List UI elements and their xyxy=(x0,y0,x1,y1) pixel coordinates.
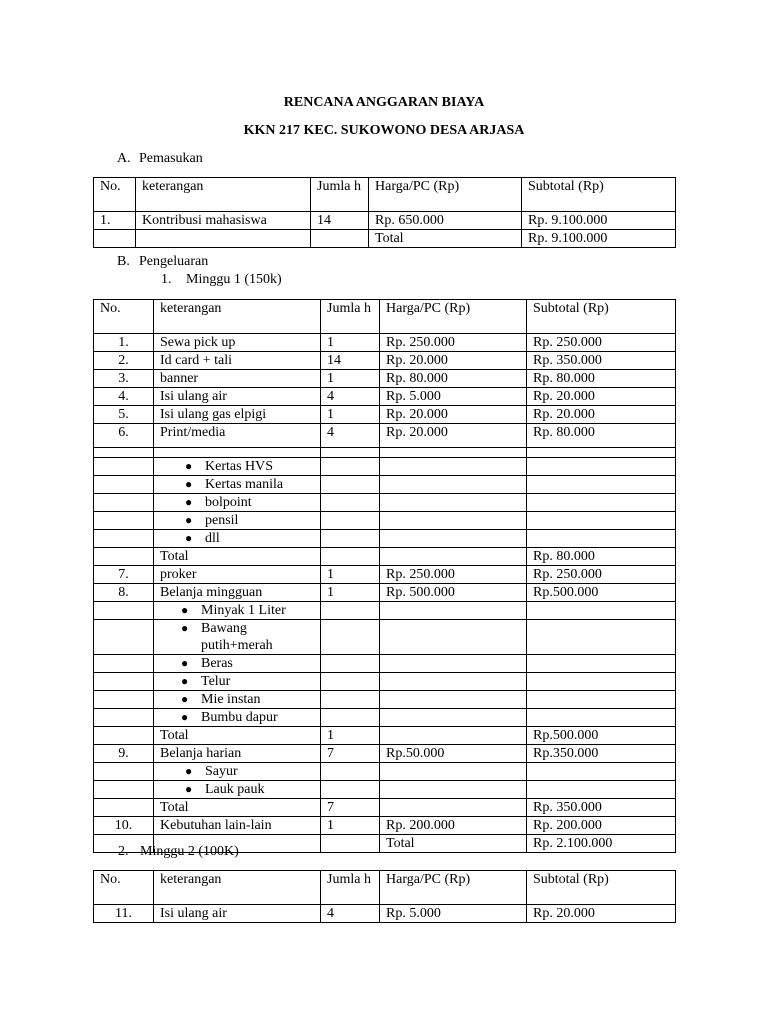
description-cell xyxy=(154,620,321,655)
no-cell xyxy=(94,799,154,817)
bullet-icon: ● xyxy=(185,477,193,491)
subtotal-cell xyxy=(527,673,676,691)
description-cell xyxy=(154,763,321,781)
price-cell xyxy=(380,494,527,512)
price-cell xyxy=(380,620,527,655)
bullet-icon: ● xyxy=(185,782,193,796)
price-cell: Rp. 250.000 xyxy=(380,334,527,352)
description-cell xyxy=(154,691,321,709)
quantity-cell: 7 xyxy=(321,745,380,763)
bullet-icon: ● xyxy=(181,603,189,617)
section-b-heading xyxy=(117,253,208,270)
table-row xyxy=(94,673,676,691)
quantity-cell: 1 xyxy=(321,727,380,745)
no-cell: 11. xyxy=(94,905,154,923)
table-row xyxy=(94,763,676,781)
price-cell xyxy=(380,799,527,817)
price-cell: Total xyxy=(380,835,527,853)
table-row xyxy=(94,388,676,406)
no-cell: 4. xyxy=(94,388,154,406)
price-cell xyxy=(380,673,527,691)
no-cell xyxy=(94,530,154,548)
subtotal-cell xyxy=(527,530,676,548)
subtotal-cell: Rp.500.000 xyxy=(527,727,676,745)
column-header: keterangan xyxy=(154,300,321,334)
no-cell: 10. xyxy=(94,817,154,835)
description-cell: Belanja harian xyxy=(154,745,321,763)
table-row xyxy=(94,334,676,352)
week2-expense-table xyxy=(93,870,676,923)
description-cell: Total xyxy=(154,799,321,817)
quantity-cell: 1 xyxy=(321,566,380,584)
description-cell xyxy=(154,673,321,691)
income-table xyxy=(93,177,676,248)
price-cell xyxy=(380,781,527,799)
description-cell xyxy=(154,512,321,530)
price-cell xyxy=(380,655,527,673)
bullet-item-text: Kertas manila xyxy=(205,477,284,492)
bullet-item-text: Kertas HVS xyxy=(205,459,274,474)
price-cell: Rp. 650.000 xyxy=(369,212,522,230)
quantity-cell: 4 xyxy=(321,424,380,448)
table-row xyxy=(94,370,676,388)
bullet-icon: ● xyxy=(181,692,189,706)
table-row xyxy=(94,494,676,512)
description-cell: Print/media xyxy=(154,424,321,448)
price-cell: Total xyxy=(369,230,522,248)
table-row xyxy=(94,799,676,817)
price-cell xyxy=(380,709,527,727)
subtotal-cell: Rp. 350.000 xyxy=(527,799,676,817)
bullet-icon: ● xyxy=(181,674,189,688)
description-cell xyxy=(154,494,321,512)
subtotal-cell xyxy=(527,494,676,512)
quantity-cell xyxy=(321,620,380,655)
no-cell xyxy=(94,602,154,620)
description-cell: Isi ulang air xyxy=(154,905,321,923)
no-cell: 2. xyxy=(94,352,154,370)
quantity-cell xyxy=(321,512,380,530)
quantity-cell: 14 xyxy=(321,352,380,370)
week1-expense-table xyxy=(93,299,676,853)
quantity-cell: 14 xyxy=(311,212,369,230)
description-cell: Total xyxy=(154,727,321,745)
no-cell: 1. xyxy=(94,212,136,230)
no-cell xyxy=(94,494,154,512)
table-row xyxy=(94,781,676,799)
bullet-item-text: pensil xyxy=(205,513,239,528)
week1-marker: 1. xyxy=(161,272,172,287)
table-row xyxy=(94,458,676,476)
document-subtitle: KKN 217 KEC. SUKOWONO DESA ARJASA xyxy=(243,123,525,138)
no-cell: 5. xyxy=(94,406,154,424)
price-cell: Rp. 20.000 xyxy=(380,406,527,424)
subtotal-cell: Rp. 350.000 xyxy=(527,352,676,370)
description-cell xyxy=(154,781,321,799)
subtotal-cell xyxy=(527,709,676,727)
description-cell xyxy=(154,448,321,458)
no-cell xyxy=(94,476,154,494)
price-cell: Rp. 250.000 xyxy=(380,566,527,584)
table-row xyxy=(94,230,676,248)
bullet-icon: ● xyxy=(181,710,189,724)
subtotal-cell: Rp. 9.100.000 xyxy=(522,230,676,248)
table-row xyxy=(94,727,676,745)
subtotal-cell xyxy=(527,448,676,458)
subtotal-cell xyxy=(527,691,676,709)
section-a-heading xyxy=(117,150,203,167)
section-b-label: Pengeluaran xyxy=(139,254,209,269)
price-cell xyxy=(380,458,527,476)
week1-label: Minggu 1 (150k) xyxy=(186,272,282,287)
column-header: keterangan xyxy=(136,178,311,212)
subtotal-cell xyxy=(527,512,676,530)
column-header: keterangan xyxy=(154,871,321,905)
bullet-item-text: Mie instan xyxy=(201,692,261,707)
no-cell xyxy=(94,512,154,530)
price-cell xyxy=(380,727,527,745)
bullet-icon: ● xyxy=(185,531,193,545)
price-cell xyxy=(380,476,527,494)
document-title: RENCANA ANGGARAN BIAYA xyxy=(283,95,485,110)
price-cell xyxy=(380,448,527,458)
subtotal-cell xyxy=(527,458,676,476)
no-cell xyxy=(94,763,154,781)
table-row xyxy=(94,817,676,835)
bullet-item-text: Beras xyxy=(201,656,233,671)
price-cell xyxy=(380,548,527,566)
quantity-cell xyxy=(321,709,380,727)
subtotal-cell xyxy=(527,476,676,494)
subtotal-cell xyxy=(527,620,676,655)
subtotal-cell: Rp. 20.000 xyxy=(527,905,676,923)
quantity-cell xyxy=(321,691,380,709)
bullet-item-text: dll xyxy=(205,531,220,546)
subtotal-cell xyxy=(527,781,676,799)
bullet-item-text: Bawang putih+merah xyxy=(201,621,273,653)
description-cell xyxy=(154,602,321,620)
week1-heading xyxy=(161,271,282,288)
no-cell xyxy=(94,655,154,673)
subtotal-cell: Rp. 80.000 xyxy=(527,370,676,388)
no-cell xyxy=(94,673,154,691)
table-row xyxy=(94,620,676,655)
quantity-cell xyxy=(321,781,380,799)
quantity-cell: 1 xyxy=(321,584,380,602)
bullet-icon: ● xyxy=(185,513,193,527)
description-cell: Sewa pick up xyxy=(154,334,321,352)
table-row xyxy=(94,448,676,458)
quantity-cell: 1 xyxy=(321,406,380,424)
table-row xyxy=(94,424,676,448)
price-cell xyxy=(380,763,527,781)
description-cell xyxy=(154,476,321,494)
column-header: Harga/PC (Rp) xyxy=(369,178,522,212)
subtotal-cell: Rp. 200.000 xyxy=(527,817,676,835)
table-row xyxy=(94,566,676,584)
description-cell: Kebutuhan lain-lain xyxy=(154,817,321,835)
quantity-cell: 1 xyxy=(321,817,380,835)
quantity-cell: 4 xyxy=(321,905,380,923)
quantity-cell xyxy=(321,548,380,566)
table-row xyxy=(94,584,676,602)
subtotal-cell: Rp. 20.000 xyxy=(527,406,676,424)
subtotal-cell xyxy=(527,602,676,620)
price-cell xyxy=(380,512,527,530)
bullet-item-text: Sayur xyxy=(205,764,238,779)
price-cell xyxy=(380,691,527,709)
description-cell: Belanja mingguan xyxy=(154,584,321,602)
column-header: No. xyxy=(94,300,154,334)
table-row xyxy=(94,905,676,923)
column-header: Jumla h xyxy=(321,871,380,905)
description-cell xyxy=(136,230,311,248)
bullet-icon: ● xyxy=(181,621,189,635)
column-header: Subtotal (Rp) xyxy=(527,300,676,334)
quantity-cell xyxy=(321,458,380,476)
price-cell: Rp. 20.000 xyxy=(380,424,527,448)
no-cell xyxy=(94,448,154,458)
bullet-icon: ● xyxy=(181,656,189,670)
column-header: Jumla h xyxy=(311,178,369,212)
subtotal-cell xyxy=(527,763,676,781)
description-cell xyxy=(154,655,321,673)
column-header: No. xyxy=(94,178,136,212)
bullet-icon: ● xyxy=(185,764,193,778)
quantity-cell xyxy=(311,230,369,248)
quantity-cell: 7 xyxy=(321,799,380,817)
price-cell xyxy=(380,602,527,620)
week2-marker: 2. xyxy=(118,844,129,859)
subtotal-cell: Rp.500.000 xyxy=(527,584,676,602)
column-header: Harga/PC (Rp) xyxy=(380,300,527,334)
description-cell: Isi ulang air xyxy=(154,388,321,406)
week2-heading xyxy=(118,843,239,860)
price-cell: Rp. 500.000 xyxy=(380,584,527,602)
no-cell xyxy=(94,620,154,655)
quantity-cell: 1 xyxy=(321,334,380,352)
no-cell: 1. xyxy=(94,334,154,352)
quantity-cell xyxy=(321,763,380,781)
no-cell: 6. xyxy=(94,424,154,448)
table-row xyxy=(94,352,676,370)
no-cell: 7. xyxy=(94,566,154,584)
bullet-icon: ● xyxy=(185,495,193,509)
quantity-cell xyxy=(321,655,380,673)
table-row xyxy=(94,548,676,566)
week2-label: Minggu 2 (100K) xyxy=(140,844,239,859)
no-cell xyxy=(94,691,154,709)
quantity-cell xyxy=(321,494,380,512)
quantity-cell xyxy=(321,530,380,548)
subtotal-cell: Rp. 9.100.000 xyxy=(522,212,676,230)
bullet-item-text: Lauk pauk xyxy=(205,782,265,797)
table-header-row xyxy=(94,178,676,212)
description-cell xyxy=(154,458,321,476)
quantity-cell xyxy=(321,448,380,458)
price-cell: Rp. 20.000 xyxy=(380,352,527,370)
table-row xyxy=(94,709,676,727)
no-cell xyxy=(94,458,154,476)
subtotal-cell: Rp. 250.000 xyxy=(527,566,676,584)
table-header-row xyxy=(94,300,676,334)
description-cell: Total xyxy=(154,548,321,566)
column-header: No. xyxy=(94,871,154,905)
quantity-cell xyxy=(321,673,380,691)
subtotal-cell: Rp. 80.000 xyxy=(527,548,676,566)
price-cell: Rp.50.000 xyxy=(380,745,527,763)
column-header: Harga/PC (Rp) xyxy=(380,871,527,905)
bullet-item-text: bolpoint xyxy=(205,495,252,510)
description-cell: Id card + tali xyxy=(154,352,321,370)
quantity-cell xyxy=(321,835,380,853)
bullet-icon: ● xyxy=(185,459,193,473)
section-a-label: Pemasukan xyxy=(139,151,203,166)
price-cell xyxy=(380,530,527,548)
price-cell: Rp. 5.000 xyxy=(380,388,527,406)
section-a-marker: A. xyxy=(117,151,131,166)
bullet-item-text: Minyak 1 Liter xyxy=(201,603,286,618)
no-cell xyxy=(94,230,136,248)
description-cell: proker xyxy=(154,566,321,584)
no-cell xyxy=(94,709,154,727)
subtotal-cell: Rp. 250.000 xyxy=(527,334,676,352)
price-cell: Rp. 80.000 xyxy=(380,370,527,388)
column-header: Subtotal (Rp) xyxy=(527,871,676,905)
table-row xyxy=(94,530,676,548)
table-row xyxy=(94,655,676,673)
description-cell: Kontribusi mahasiswa xyxy=(136,212,311,230)
table-row xyxy=(94,691,676,709)
quantity-cell: 1 xyxy=(321,370,380,388)
table-row xyxy=(94,212,676,230)
description-cell: banner xyxy=(154,370,321,388)
subtotal-cell: Rp.350.000 xyxy=(527,745,676,763)
section-b-marker: B. xyxy=(117,254,130,269)
table-row xyxy=(94,745,676,763)
no-cell xyxy=(94,781,154,799)
description-cell: Isi ulang gas elpigi xyxy=(154,406,321,424)
price-cell: Rp. 200.000 xyxy=(380,817,527,835)
description-cell xyxy=(154,530,321,548)
bullet-item-text: Telur xyxy=(201,674,231,689)
table-row xyxy=(94,406,676,424)
no-cell: 8. xyxy=(94,584,154,602)
table-row xyxy=(94,512,676,530)
no-cell xyxy=(94,727,154,745)
table-row xyxy=(94,476,676,494)
column-header: Subtotal (Rp) xyxy=(522,178,676,212)
description-cell xyxy=(154,709,321,727)
quantity-cell: 4 xyxy=(321,388,380,406)
table-header-row xyxy=(94,871,676,905)
price-cell: Rp. 5.000 xyxy=(380,905,527,923)
quantity-cell xyxy=(321,476,380,494)
no-cell: 9. xyxy=(94,745,154,763)
table-row xyxy=(94,602,676,620)
subtotal-cell: Rp. 20.000 xyxy=(527,388,676,406)
no-cell: 3. xyxy=(94,370,154,388)
subtotal-cell: Rp. 80.000 xyxy=(527,424,676,448)
subtotal-cell: Rp. 2.100.000 xyxy=(527,835,676,853)
no-cell xyxy=(94,548,154,566)
quantity-cell xyxy=(321,602,380,620)
subtotal-cell xyxy=(527,655,676,673)
column-header: Jumla h xyxy=(321,300,380,334)
bullet-item-text: Bumbu dapur xyxy=(201,710,278,725)
